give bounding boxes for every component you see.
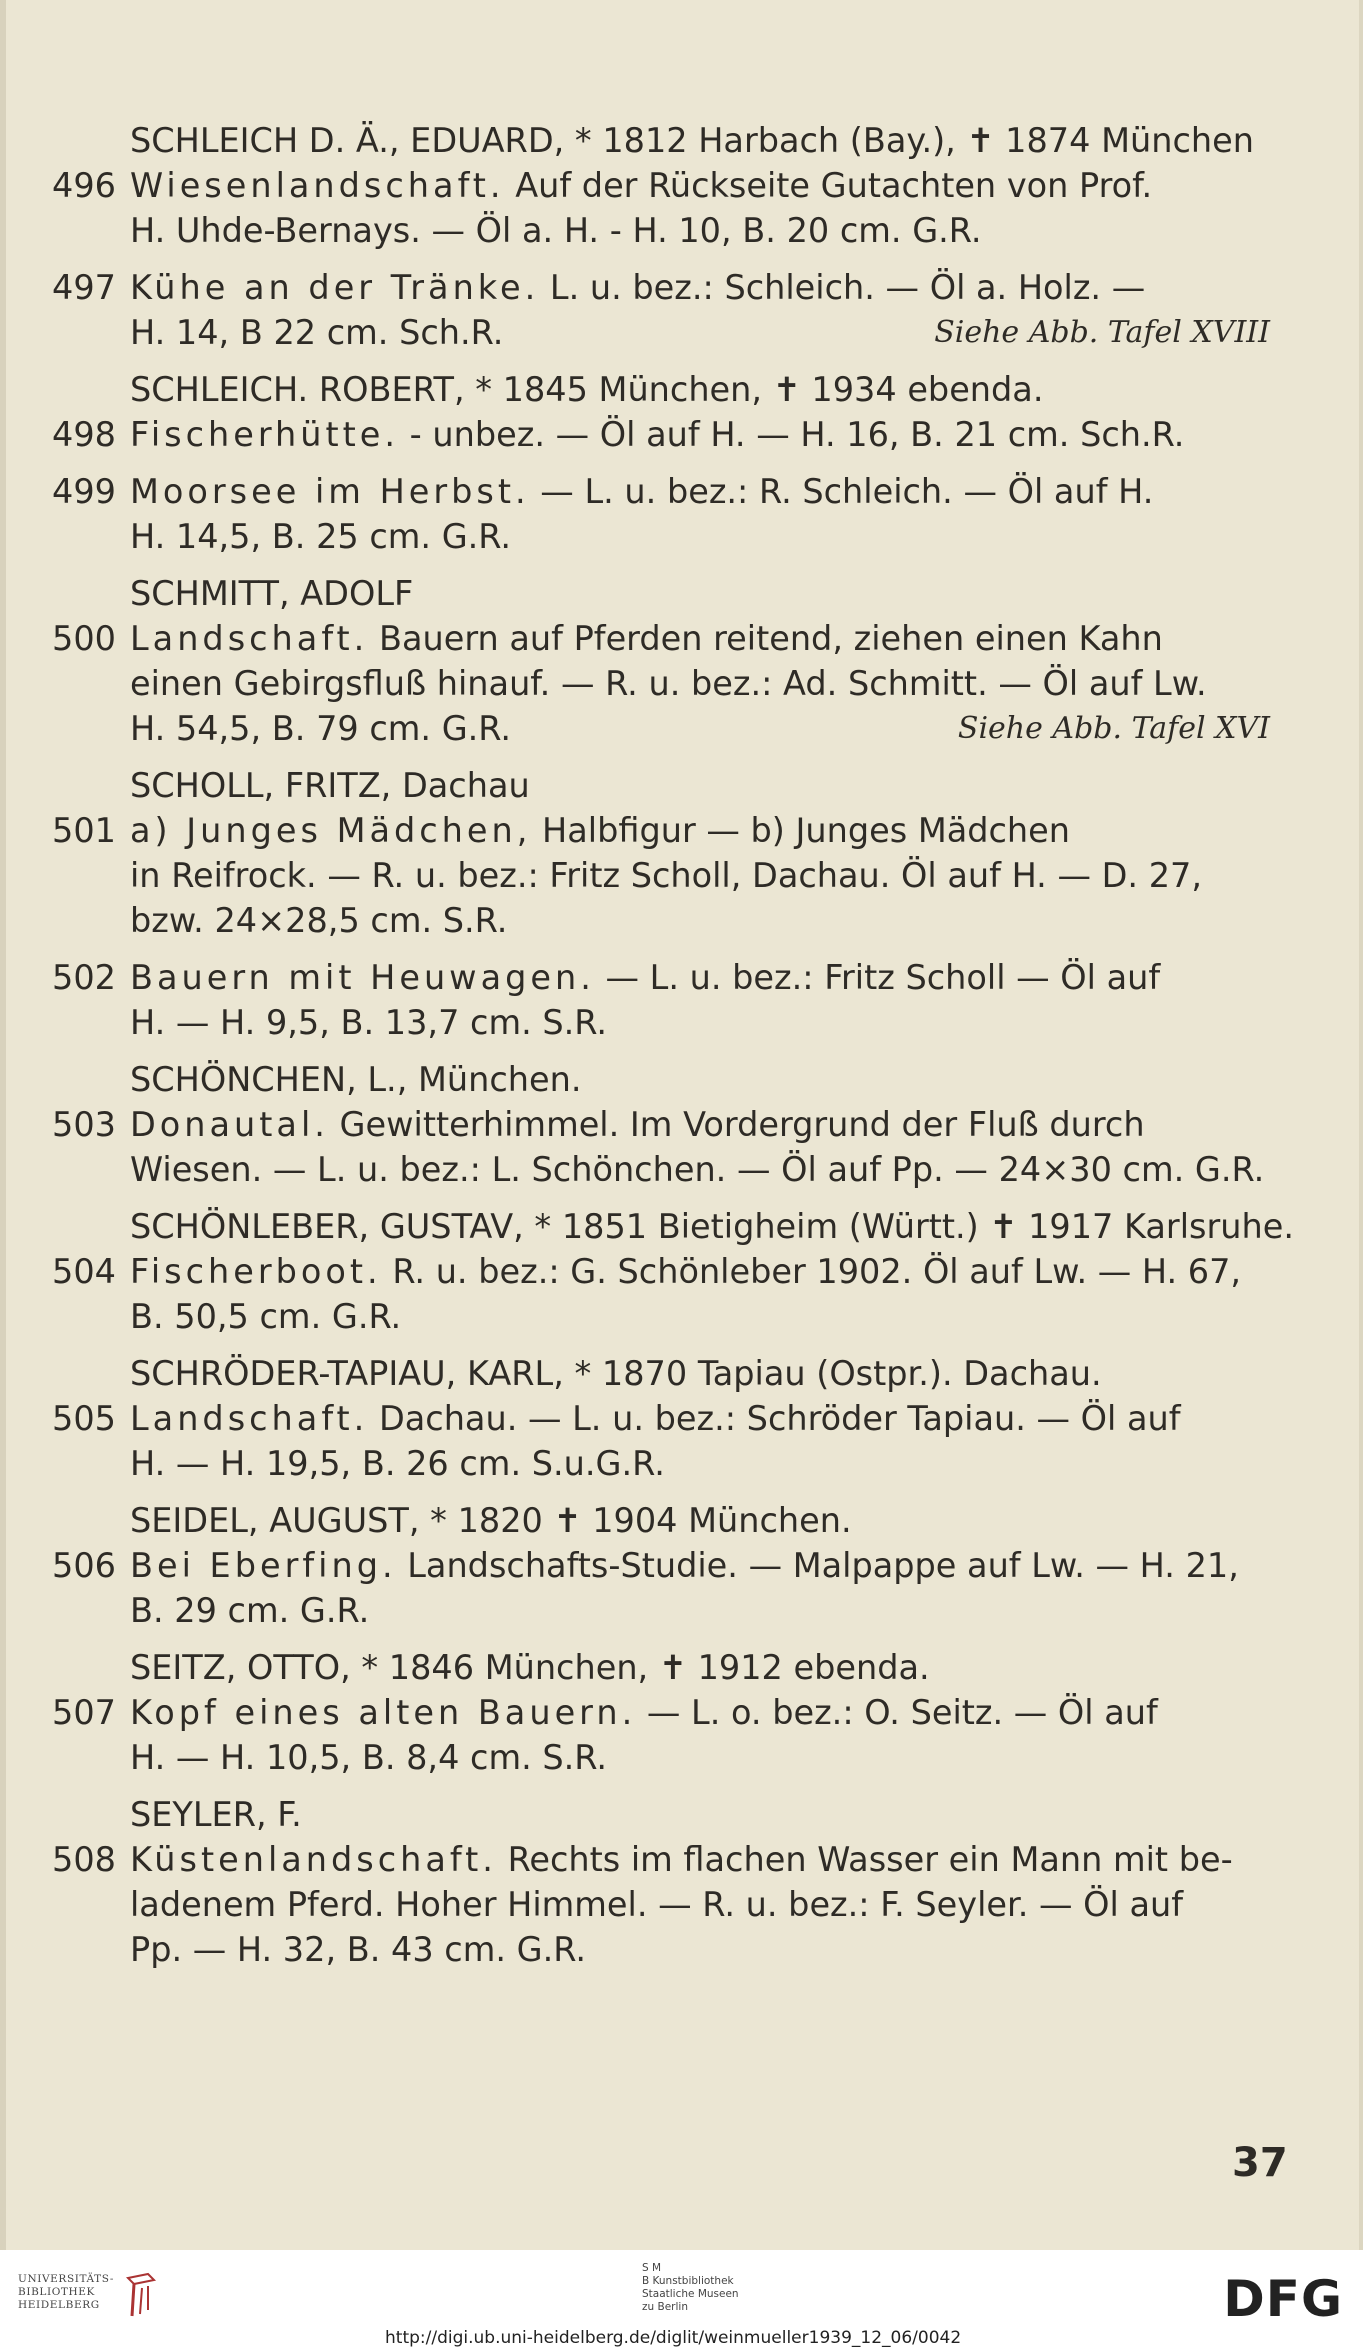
- artwork-title: Bei Eberfing.: [130, 1546, 397, 1585]
- entry-first-line: [52, 1837, 1270, 1882]
- artist-heading: [52, 763, 1270, 808]
- artwork-description: — L. u. bez.: Fritz Scholl — Öl auf: [594, 958, 1161, 997]
- catalog-entry: [52, 163, 1270, 253]
- lot-number: 507: [52, 1693, 116, 1732]
- catalog-entry: [52, 1690, 1270, 1780]
- continuation-text: ladenem Pferd. Hoher Himmel. — R. u. bez.: F. Seyler. — Öl auf: [130, 1885, 1184, 1924]
- artist-name: SCHOLL, FRITZ, Dachau: [130, 766, 530, 805]
- entry-continuation-line: [52, 1147, 1270, 1192]
- artist-heading: [52, 1204, 1294, 1249]
- artist-name: SEIDEL, AUGUST, * 1820 ✝ 1904 München.: [130, 1501, 852, 1540]
- artwork-description: — L. o. bez.: O. Seitz. — Öl auf: [636, 1693, 1158, 1732]
- entry-continuation-line: [52, 1882, 1270, 1927]
- catalog-entry: [52, 1249, 1270, 1339]
- page-edge-right: [1359, 0, 1363, 2250]
- page-edge-shadow: [0, 0, 6, 2250]
- artwork-title: Kühe an der Tränke.: [130, 268, 540, 307]
- artist-name: SCHÖNLEBER, GUSTAV, * 1851 Bietigheim (Württ.) ✝ 1917 Karlsruhe.: [130, 1207, 1294, 1246]
- artwork-description: Bauern auf Pferden reitend, ziehen einen Kahn: [368, 619, 1163, 658]
- lot-number: 501: [52, 811, 116, 850]
- plate-reference: Siehe Abb. Tafel XVI: [957, 711, 1270, 746]
- continuation-text: bzw. 24×28,5 cm. S.R.: [130, 901, 508, 940]
- entry-continuation-line: [52, 898, 1270, 943]
- artwork-title: Donautal.: [130, 1105, 329, 1144]
- entry-continuation-line: [52, 1927, 1270, 1972]
- artist-name: SCHRÖDER-TAPIAU, KARL, * 1870 Tapiau (Ostpr.). Dachau.: [130, 1354, 1102, 1393]
- artwork-description: L. u. bez.: Schleich. — Öl a. Holz. —: [539, 268, 1146, 307]
- artwork-description: R. u. bez.: G. Schönleber 1902. Öl auf Lw. — H. 67,: [381, 1252, 1242, 1291]
- entry-continuation-line: [52, 208, 1270, 253]
- entry-first-line: [52, 616, 1270, 661]
- catalog-entry: [52, 1396, 1270, 1486]
- lot-number: 500: [52, 619, 116, 658]
- university-seal-icon: [118, 2270, 164, 2322]
- artwork-title: a) Junges Mädchen,: [130, 811, 532, 850]
- lot-number: 498: [52, 415, 116, 454]
- lot-number: 502: [52, 958, 116, 997]
- artist-heading: [52, 118, 1270, 163]
- entry-first-line: [52, 1543, 1270, 1588]
- lot-number: 505: [52, 1399, 116, 1438]
- entry-continuation-line: [52, 514, 1270, 559]
- artist-name: SCHMITT, ADOLF: [130, 574, 414, 613]
- artwork-title: Kopf eines alten Bauern.: [130, 1693, 637, 1732]
- catalog-entry: [52, 1102, 1270, 1192]
- continuation-text: H. — H. 9,5, B. 13,7 cm. S.R.: [130, 1003, 608, 1042]
- catalog-content: [52, 118, 1294, 1984]
- entry-first-line: [52, 1249, 1270, 1294]
- artwork-title: Fischerboot.: [130, 1252, 382, 1291]
- university-library-logo[interactable]: UNIVERSITÄTS- BIBLIOTHEK HEIDELBERG: [18, 2273, 115, 2311]
- lot-number: 506: [52, 1546, 116, 1585]
- continuation-text: H. — H. 19,5, B. 26 cm. S.u.G.R.: [130, 1444, 665, 1483]
- plate-reference: Siehe Abb. Tafel XVIII: [934, 315, 1270, 350]
- artwork-description: Auf der Rückseite Gutachten von Prof.: [504, 166, 1153, 205]
- lot-number: 499: [52, 472, 116, 511]
- artist-heading: [52, 571, 1270, 616]
- entry-continuation-line: [52, 1588, 1270, 1633]
- artwork-title: Wiesenlandschaft.: [130, 166, 505, 205]
- lot-number: 497: [52, 268, 116, 307]
- artist-name: SEITZ, OTTO, * 1846 München, ✝ 1912 ebenda.: [130, 1648, 930, 1687]
- artwork-description: - unbez. — Öl auf H. — H. 16, B. 21 cm. Sch.R.: [399, 415, 1185, 454]
- artwork-description: Halbfigur — b) Junges Mädchen: [531, 811, 1071, 850]
- artist-heading: [52, 1645, 1270, 1690]
- entry-continuation-line: [52, 1441, 1270, 1486]
- artist-heading: [52, 1792, 1270, 1837]
- artwork-title: Landschaft.: [130, 619, 369, 658]
- artist-name: SCHLEICH. ROBERT, * 1845 München, ✝ 1934 ebenda.: [130, 370, 1044, 409]
- lot-number: 508: [52, 1840, 116, 1879]
- entry-first-line: [52, 1396, 1270, 1441]
- entry-first-line: [52, 955, 1270, 1000]
- entry-continuation-line: [52, 310, 1270, 355]
- artist-heading: [52, 1057, 1270, 1102]
- artist-name: SCHÖNCHEN, L., München.: [130, 1060, 582, 1099]
- continuation-text: einen Gebirgsfluß hinauf. — R. u. bez.: Ad. Schmitt. — Öl auf Lw.: [130, 664, 1207, 703]
- catalog-entry: [52, 1837, 1270, 1972]
- lot-number: 503: [52, 1105, 116, 1144]
- artist-heading: [52, 1351, 1270, 1396]
- continuation-text: Wiesen. — L. u. bez.: L. Schönchen. — Öl auf Pp. — 24×30 cm. G.R.: [130, 1150, 1265, 1189]
- entry-first-line: [52, 1102, 1270, 1147]
- entry-continuation-line: [52, 853, 1270, 898]
- artwork-description: Gewitterhimmel. Im Vordergrund der Fluß durch: [328, 1105, 1145, 1144]
- artwork-title: Küstenlandschaft.: [130, 1840, 497, 1879]
- continuation-text: H. 54,5, B. 79 cm. G.R.: [130, 709, 512, 748]
- entry-continuation-line: [52, 1294, 1270, 1339]
- continuation-text: H. — H. 10,5, B. 8,4 cm. S.R.: [130, 1738, 608, 1777]
- catalog-entry: [52, 469, 1270, 559]
- artist-heading: [52, 1498, 1270, 1543]
- source-url[interactable]: http://digi.ub.uni-heidelberg.de/diglit/weinmueller1939_12_06/0042: [385, 2328, 962, 2348]
- continuation-text: H. Uhde-Bernays. — Öl a. H. - H. 10, B. 20 cm. G.R.: [130, 211, 982, 250]
- artwork-description: Landschafts-Studie. — Malpappe auf Lw. — H. 21,: [396, 1546, 1239, 1585]
- artwork-title: Fischerhütte.: [130, 415, 400, 454]
- continuation-text: H. 14, B 22 cm. Sch.R.: [130, 313, 504, 352]
- catalog-entry: [52, 808, 1270, 943]
- entry-first-line: [52, 1690, 1270, 1735]
- artwork-title: Moorsee im Herbst.: [130, 472, 530, 511]
- artist-name: SCHLEICH D. Ä., EDUARD, * 1812 Harbach (Bay.), ✝ 1874 München: [130, 121, 1254, 160]
- artwork-description: Rechts im flachen Wasser ein Mann mit be-: [496, 1840, 1233, 1879]
- dfg-logo[interactable]: DFG: [1223, 2270, 1343, 2328]
- artwork-title: Bauern mit Heuwagen.: [130, 958, 595, 997]
- entry-continuation-line: [52, 706, 1270, 751]
- entry-continuation-line: [52, 1735, 1270, 1780]
- entry-first-line: [52, 808, 1270, 853]
- catalog-entry: [52, 1543, 1270, 1633]
- entry-first-line: [52, 163, 1270, 208]
- entry-first-line: [52, 265, 1270, 310]
- catalog-entry: [52, 616, 1270, 751]
- continuation-text: H. 14,5, B. 25 cm. G.R.: [130, 517, 512, 556]
- entry-continuation-line: [52, 661, 1270, 706]
- artwork-description: — L. u. bez.: R. Schleich. — Öl auf H.: [529, 472, 1154, 511]
- entry-first-line: [52, 412, 1270, 457]
- artist-heading: [52, 367, 1270, 412]
- continuation-text: B. 29 cm. G.R.: [130, 1591, 370, 1630]
- continuation-text: in Reifrock. — R. u. bez.: Fritz Scholl, Dachau. Öl auf H. — D. 27,: [130, 856, 1202, 895]
- catalog-entry: [52, 412, 1270, 457]
- entry-first-line: [52, 469, 1270, 514]
- catalog-entry: [52, 955, 1270, 1045]
- continuation-text: B. 50,5 cm. G.R.: [130, 1297, 402, 1336]
- entry-continuation-line: [52, 1000, 1270, 1045]
- artist-name: SEYLER, F.: [130, 1795, 302, 1834]
- page-number: 37: [1232, 2140, 1288, 2186]
- lot-number: 496: [52, 166, 116, 205]
- kunstbibliothek-logo[interactable]: S M B Kunstbibliothek Staatliche Museen zu Berlin: [642, 2262, 739, 2313]
- footer-bar: [0, 2250, 1363, 2350]
- catalog-entry: [52, 265, 1270, 355]
- artwork-title: Landschaft.: [130, 1399, 369, 1438]
- lot-number: 504: [52, 1252, 116, 1291]
- artwork-description: Dachau. — L. u. bez.: Schröder Tapiau. — Öl auf: [368, 1399, 1181, 1438]
- continuation-text: Pp. — H. 32, B. 43 cm. G.R.: [130, 1930, 586, 1969]
